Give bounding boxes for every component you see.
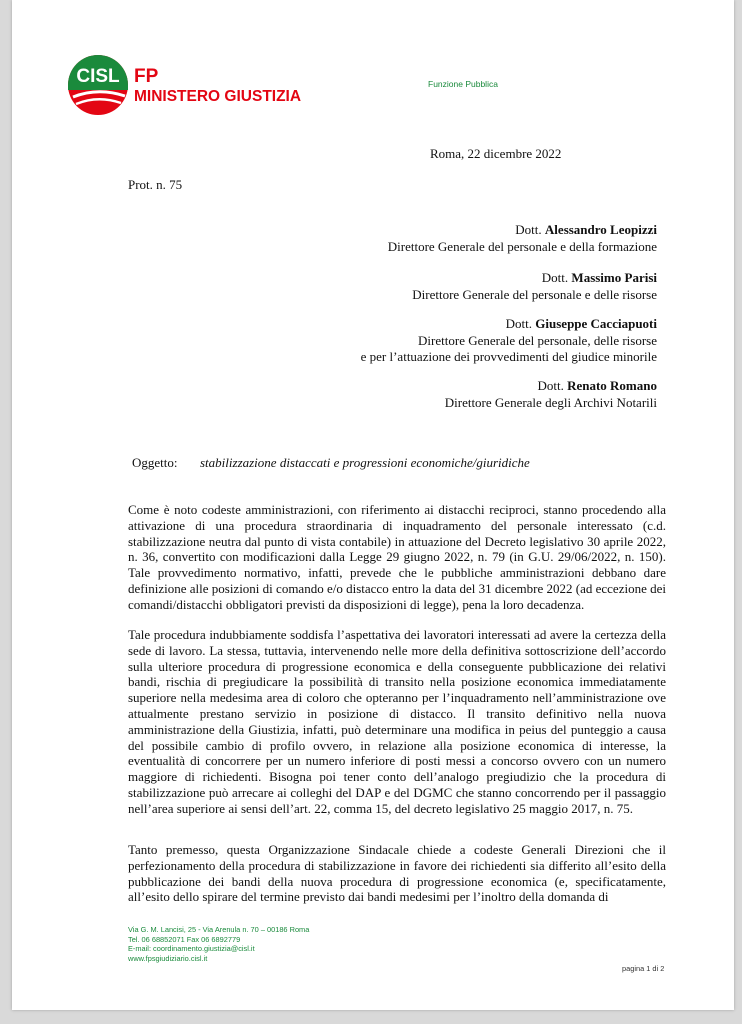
- footer-phone: Tel. 06 68852071 Fax 06 6892779: [128, 934, 241, 944]
- recipient-title: Dott.: [515, 222, 542, 237]
- logo-fp-text: FP: [134, 66, 159, 87]
- recipient-name: Alessandro Leopizzi: [544, 222, 657, 237]
- recipient-title: Dott.: [541, 270, 569, 285]
- recipient-block: [361, 316, 657, 366]
- document-page: [12, 0, 734, 1010]
- protocol-number: Prot. n. 75: [128, 177, 183, 192]
- body-paragraph: Tanto premesso, questa Organizzazione Sindacale chiede a codeste Generali Direzioni che il perfezionamento della procedura di stabilizzazione in favore dei richiedenti sia differito all’esito della pubblicazione dei bandi della nuova procedura di progressione economica (e, specificatamente, all’esito dello spirare del termine previsto dai bandi medesimi per l’inoltro della domanda di: [128, 842, 666, 905]
- body-paragraph: Come è noto codeste amministrazioni, con riferimento ai distacchi reciproci, stanno procedendo alla attivazione di una procedura straordinaria di inquadramento del personale interessato (c.d. stabilizzazione neutra dal punto di vista contabile) in attuazione del Decreto legislativo 30 aprile 2022, n. 36, convertito con modificazioni dalla Legge 29 giugno 2022, n. 79 (in G.U. 29/06/2022, n. 150). Tale provvedimento normativo, infatti, prevede che le pubbliche amministrazioni debbano dare definizione alle posizioni di comando e/o distacco entro la data del 31 dicembre 2022 (ad eccezione dei comandi/distacchi obbligatori previsti da disposizioni di legge), pena la loro decadenza.: [128, 502, 666, 612]
- footer-website: www.fpsgiudiziario.cisl.it: [128, 953, 208, 963]
- recipient-role: Direttore Generale del personale, delle risorse: [418, 332, 657, 348]
- recipient-name: Renato Romano: [567, 378, 657, 393]
- body-paragraph: Tale procedura indubbiamente soddisfa l’aspettativa dei lavoratori interessati ad avere la certezza della sede di lavoro. La stessa, tuttavia, intervenendo nelle more della definitiva sottoscrizione dell’accordo sulla ulteriore procedura di progressione economica e della conseguente pubblicazione dei relativi bandi, rischia di pregiudicare la possibilità di transito nella posizione economica immediatamente superiore nella medesima area di coloro che opteranno per l’inquadramento nell’amministrazione ove attualmente prestano servizio in posizione di distacco. Il transito definitivo nella nuova amministrazione della Giustizia, infatti, può determinare una modifica in peius del punteggio a causa del possibile cambio di profilo ovvero, in relazione alla posizione economica di interesse, la eventualità di concorrere per un numero inferiore di posti messi a concorso ovvero con un numero maggiore di richiedenti. Bisogna poi tener conto dell’analogo pregiudizio che la procedura di stabilizzazione può arrecare ai colleghi del DAP e del DGMC che stanno concorrendo per il passaggio nell’area superiore ai sensi dell’art. 22, comma 15, del decreto legislativo 25 maggio 2017, n. 75.: [128, 627, 666, 816]
- footer-address: Via G. M. Lancisi, 25 - Via Arenula n. 70 – 00186 Roma: [128, 925, 310, 934]
- letter-date: Roma, 22 dicembre 2022: [430, 146, 562, 161]
- page-number: pagina 1 di 2: [622, 964, 665, 973]
- recipient-name: Giuseppe Cacciapuoti: [535, 316, 657, 331]
- recipient-block: [412, 270, 657, 303]
- logo-ministero-text: MINISTERO GIUSTIZIA: [134, 88, 302, 105]
- recipient-title: Dott.: [505, 316, 533, 331]
- recipient-name: Massimo Parisi: [571, 270, 657, 285]
- recipient-block: [388, 222, 657, 255]
- subject-label: Oggetto:: [132, 455, 178, 470]
- logo-cisl-text: CISL: [76, 66, 120, 87]
- funzione-pubblica-label: Funzione Pubblica: [428, 79, 498, 89]
- recipient-block: [445, 378, 657, 411]
- footer-email: E-mail: coordinamento.giustizia@cisl.it: [128, 944, 255, 954]
- recipient-title: Dott.: [537, 378, 564, 393]
- recipient-role: Direttore Generale del personale e della formazione: [387, 238, 657, 254]
- recipient-role: Direttore Generale del personale e delle risorse: [412, 286, 657, 302]
- footer-contacts: [128, 925, 309, 963]
- subject-text: stabilizzazione distaccati e progressioni economiche/giuridiche: [200, 455, 530, 470]
- cisl-fp-logo: [67, 54, 307, 116]
- recipient-role: Direttore Generale degli Archivi Notarili: [444, 394, 657, 410]
- recipient-role: e per l’attuazione dei provvedimenti del giudice minorile: [360, 349, 657, 364]
